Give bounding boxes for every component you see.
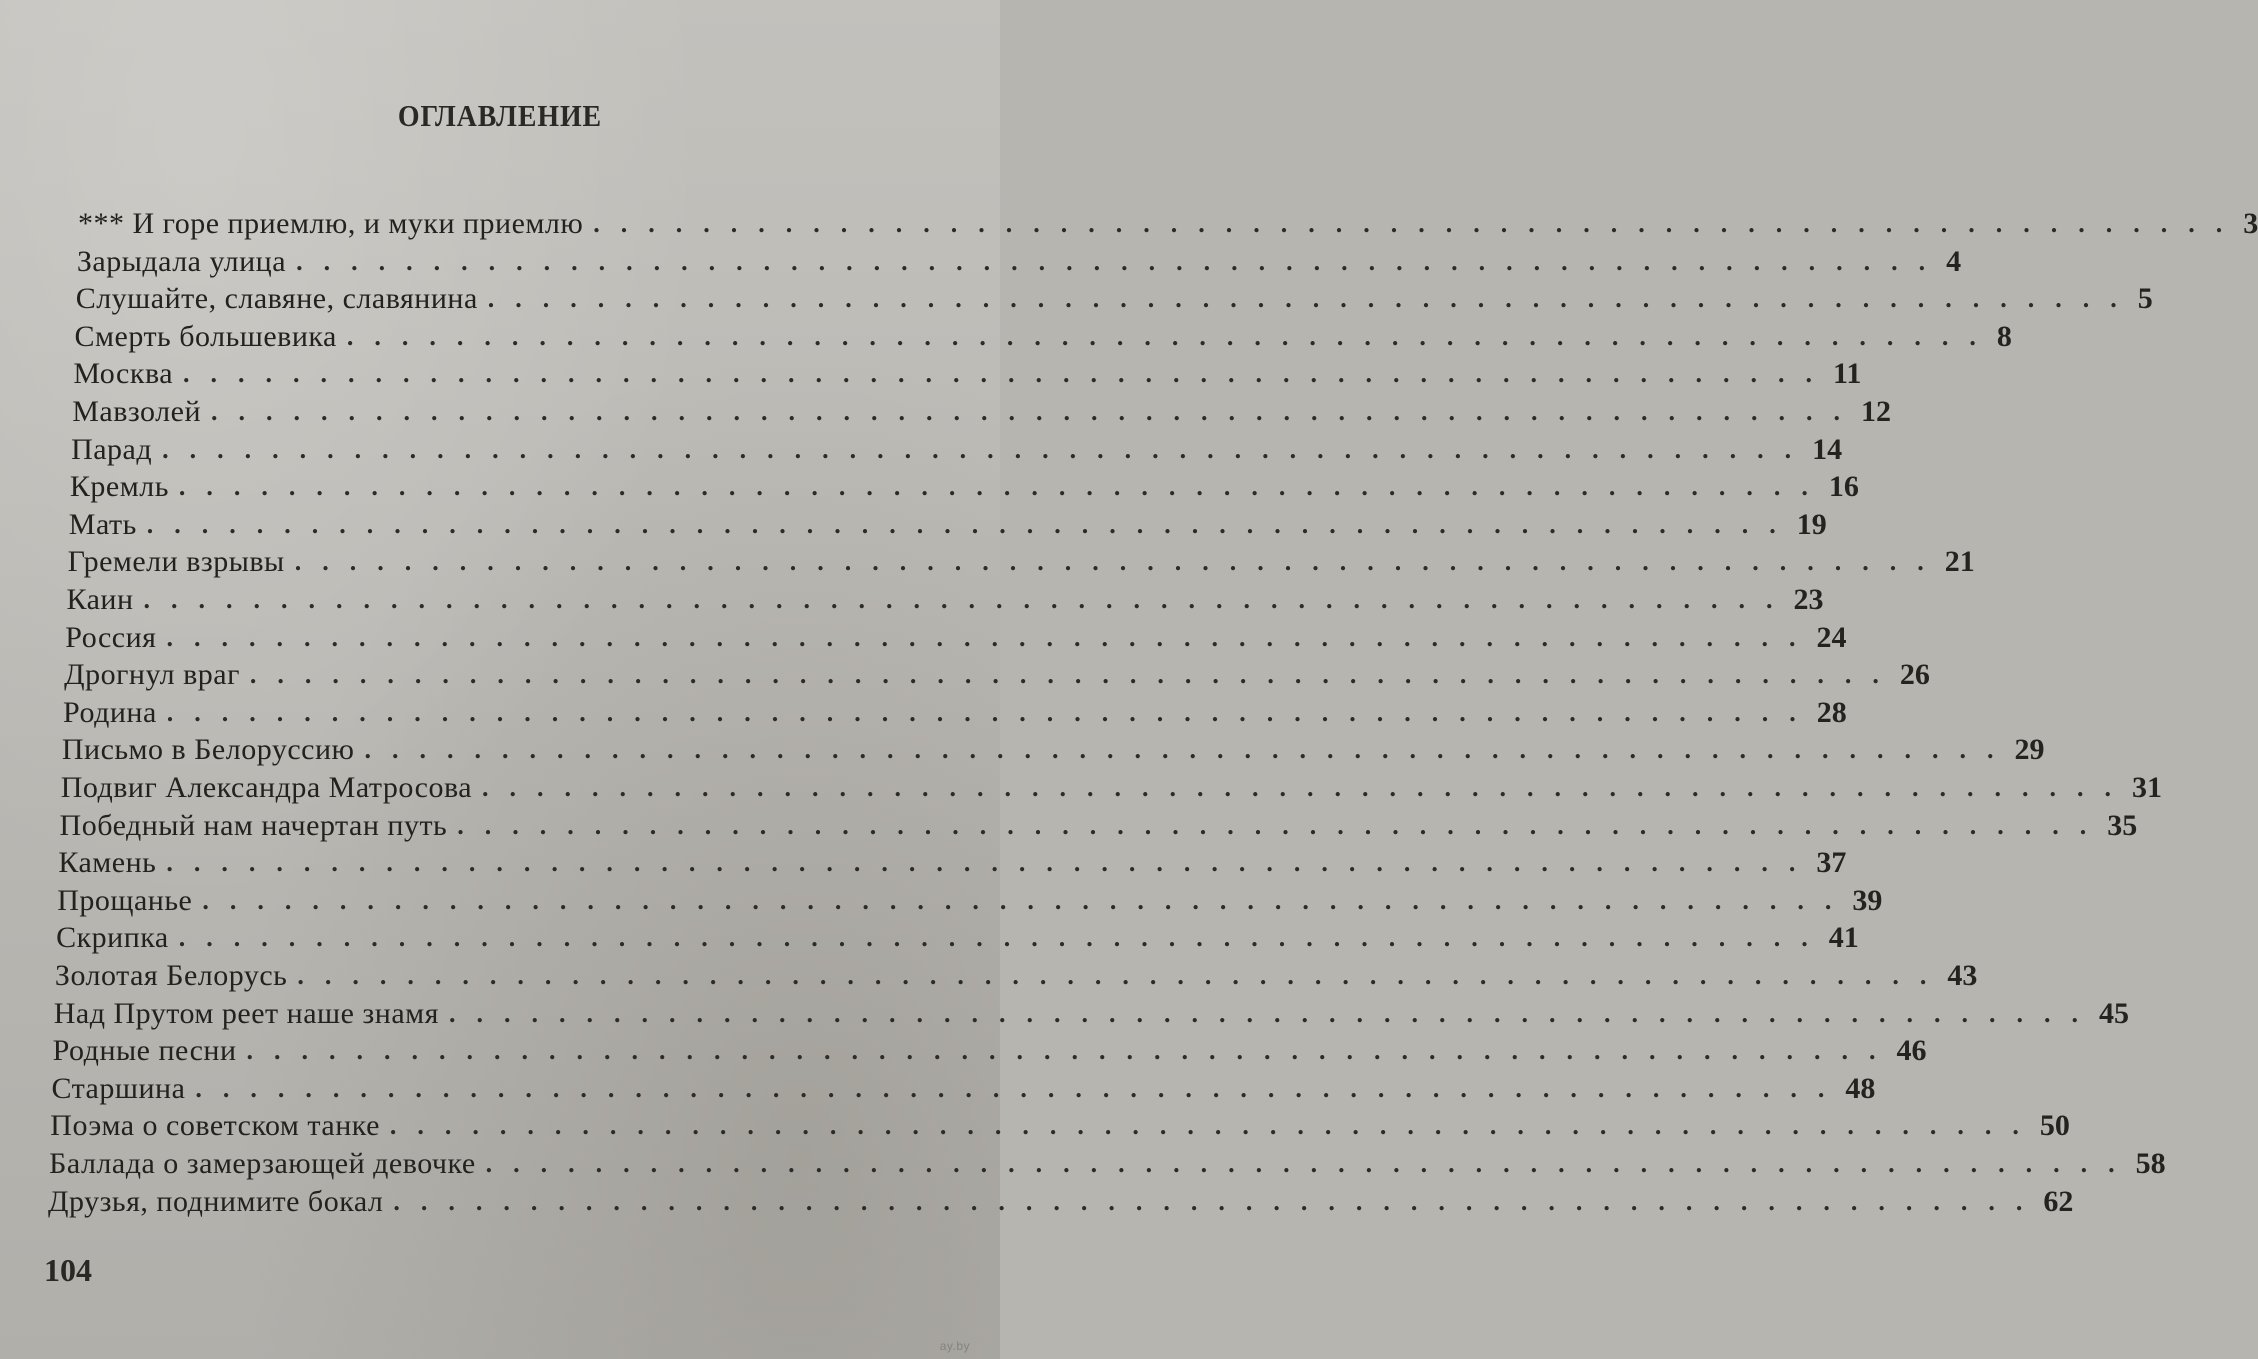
toc-entry-title: Каин [66,583,134,616]
toc-entry [61,732,2045,768]
toc-entry-title: Старшина [51,1071,186,1105]
toc-entry [74,319,2012,355]
toc-entry [48,1184,2074,1220]
dot-leader: ............................................................ [166,848,1817,878]
dot-leader: ............................................................ [146,509,1797,539]
toc-entry-page: 3 [2243,207,2258,240]
page-title: ОГЛАВЛЕНИЕ [397,98,603,133]
toc-entry-title: Мавзолей [72,395,201,428]
toc-entry-page: 21 [1944,545,1975,579]
toc-entry-title: Поэма о советском танке [50,1109,380,1143]
toc-entry-page: 37 [1816,846,1847,880]
toc-entry-page: 45 [2098,996,2129,1030]
toc-entry [57,883,1883,919]
toc-entry [59,808,2138,844]
toc-entry-page: 29 [2014,733,2045,767]
toc-entry-title: Гремели взрывы [67,545,285,579]
toc-entry-title: Друзья, поднимите бокал [48,1184,384,1218]
toc-entry [66,582,1824,618]
toc-entry [54,958,1978,994]
dot-leader: ............................................................ [202,885,1853,915]
toc-entry [71,432,1843,468]
toc-entry-page: 11 [1833,357,1862,391]
toc-entry-title: Парад [71,432,153,466]
toc-entry-title: Москва [73,357,174,391]
toc-entry-page: 58 [2135,1147,2166,1180]
dot-leader: ............................................................ [346,321,1997,351]
dot-leader: ............................................................ [448,998,2099,1028]
toc-entry-title: Родина [63,695,157,729]
toc-entry [78,206,2258,242]
toc-entry-page: 14 [1812,432,1843,466]
toc-entry [58,845,1847,881]
toc-entry-page: 19 [1796,507,1827,541]
toc-entry-title: Над Прутом реет наше знамя [53,996,439,1030]
toc-entry-title: Родные песни [52,1034,237,1068]
dot-leader: ............................................................ [246,1036,1897,1066]
toc-entry-page: 24 [1816,620,1847,654]
toc-entry [51,1071,1876,1107]
toc-entry [69,469,1859,505]
dot-leader: ............................................................ [485,1149,2136,1178]
toc-entry [53,996,2129,1032]
dot-leader: ............................................................ [296,246,1947,276]
dot-leader: ............................................................ [249,660,1900,690]
toc-entry-page: 62 [2043,1184,2074,1218]
toc-entry-page: 46 [1896,1034,1927,1068]
toc-entry [56,920,1859,956]
toc-entry [76,244,1962,280]
toc-entry [63,695,1847,731]
table-of-contents [0,206,2258,1246]
toc-entry [73,356,1862,392]
toc-entry [52,1033,1927,1069]
toc-entry-title: Скрипка [56,921,169,955]
toc-entry-title: Кремль [69,470,169,504]
toc-entry-page: 26 [1899,658,1930,692]
toc-entry [67,544,1975,580]
toc-entry-title: Смерть большевика [74,319,337,353]
dot-leader: ............................................................ [143,585,1794,614]
toc-entry-page: 35 [2107,808,2138,842]
dot-leader: ............................................................ [294,547,1945,577]
dot-leader: ............................................................ [393,1186,2044,1216]
dot-leader: ............................................................ [389,1111,2040,1141]
toc-entry-page: 16 [1828,470,1859,504]
toc-entry-title: Слушайте, славяне, славянина [75,282,478,316]
toc-entry-title: Победный нам начертан путь [59,808,448,842]
toc-entry [75,281,2153,317]
toc-entry-page: 50 [2039,1109,2070,1143]
toc-entry-page: 5 [2137,282,2153,316]
toc-entry-title: *** И горе приемлю, и муки приемлю [78,207,584,240]
dot-leader: ............................................................ [482,773,2133,802]
toc-entry-title: Баллада о замерзающей девочке [49,1147,476,1180]
toc-entry [72,394,1891,430]
toc-entry [50,1108,2070,1144]
dot-leader: ............................................................ [457,810,2108,840]
toc-entry [65,620,1847,656]
toc-entry-title: Подвиг Александра Матросова [60,771,473,804]
toc-entry-page: 41 [1828,921,1859,955]
page-number: 104 [44,1252,92,1288]
toc-entry-page: 39 [1852,883,1883,917]
toc-entry-title: Письмо в Белоруссию [61,733,355,767]
dot-leader: ............................................................ [183,359,1834,389]
toc-entry-title: Прощанье [57,883,193,917]
toc-entry [60,770,2163,806]
toc-entry-page: 12 [1861,395,1891,428]
toc-entry-page: 43 [1947,959,1978,992]
watermark: ay.by [939,1339,970,1353]
toc-entry-title: Россия [65,620,157,654]
dot-leader: ............................................................ [166,697,1817,727]
toc-entry-title: Камень [58,846,157,880]
toc-entry [68,507,1827,543]
toc-entry-title: Мать [68,507,137,541]
toc-entry-page: 31 [2132,771,2163,804]
toc-entry-title: Дрогнул враг [64,658,240,692]
toc-entry [49,1146,2166,1182]
dot-leader: ............................................................ [178,923,1829,953]
toc-entry-page: 48 [1845,1071,1876,1105]
toc-entry-title: Золотая Белорусь [54,959,288,992]
dot-leader: ............................................................ [178,472,1829,502]
toc-entry-page: 28 [1816,695,1847,729]
toc-entry [64,657,1930,693]
dot-leader: ............................................................ [211,397,1861,426]
dot-leader: ............................................................ [166,622,1817,652]
toc-entry-page: 23 [1793,583,1824,616]
toc-entry-page: 8 [1996,319,2012,353]
dot-leader: ............................................................ [487,284,2138,314]
dot-leader: ............................................................ [364,735,2015,765]
dot-leader: ............................................................ [593,209,2244,238]
dot-leader: ............................................................ [162,434,1813,464]
dot-leader: ............................................................ [297,961,1948,990]
dot-leader: ............................................................ [195,1073,1846,1103]
toc-entry-title: Зарыдала улица [76,244,287,278]
toc-entry-page: 4 [1946,244,1962,278]
